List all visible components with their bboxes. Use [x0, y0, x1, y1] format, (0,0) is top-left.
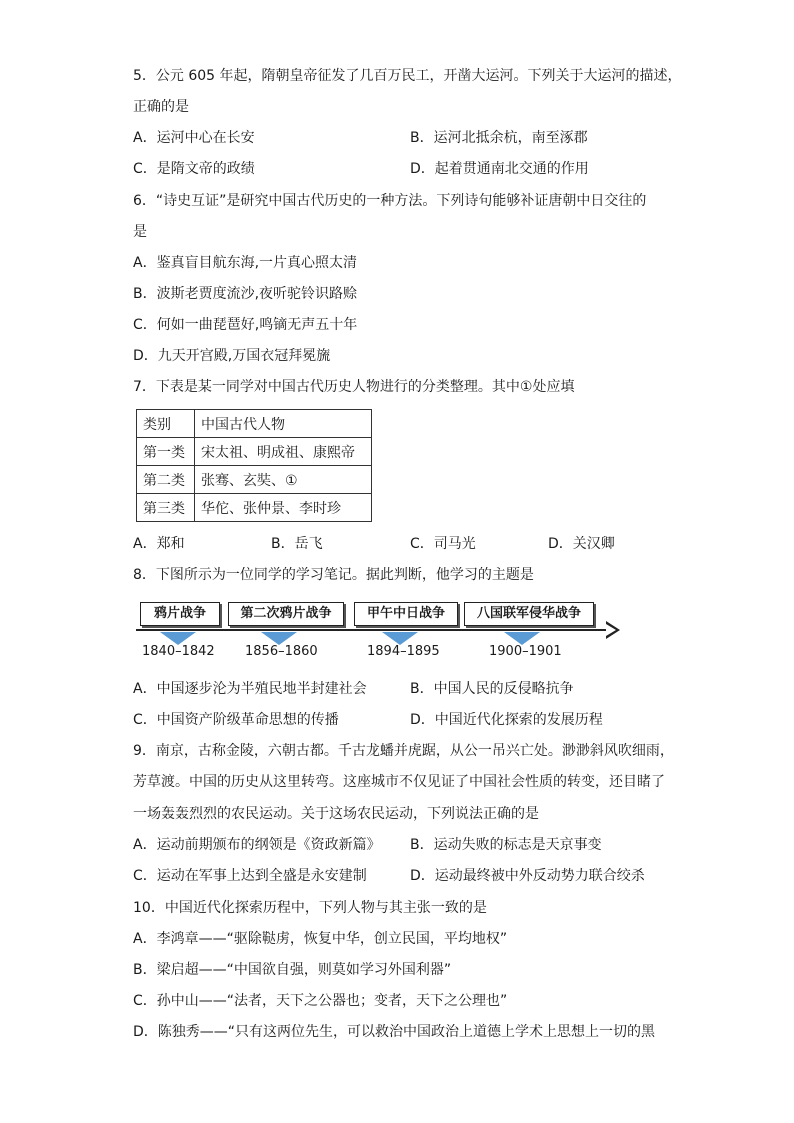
classification-table: [136, 409, 372, 522]
timeline-years: 1840–1842: [142, 644, 215, 659]
q10-option-d: D．陈独秀——“只有这两位先生，可以救治中国政治上道德上学术上思想上一切的黑: [133, 1024, 656, 1040]
q5-option-d: D．起着贯通南北交通的作用: [410, 161, 589, 177]
q7-option-d: D．关汉卿: [548, 536, 615, 552]
q6-option-a: A．鉴真盲目航东海,一片真心照太清: [133, 255, 358, 271]
table-cell: 中国古代人物: [195, 410, 372, 438]
q8-stem: 8．下图所示为一位同学的学习笔记。据此判断，他学习的主题是: [133, 567, 534, 583]
q8-option-c: C．中国资产阶级革命思想的传播: [133, 712, 339, 728]
timeline-axis: [136, 629, 610, 631]
q8-option-d: D．中国近代化探索的发展历程: [410, 712, 603, 728]
table-cell: 类别: [137, 410, 195, 438]
table-cell: 第二类: [137, 466, 195, 494]
q9-stem-line2: 芳草渡。中国的历史从这里转弯。这座城市不仅见证了中国社会性质的转变，还目睹了: [133, 774, 665, 790]
q10-stem: 10．中国近代化探索历程中，下列人物与其主张一致的是: [133, 900, 487, 916]
q8-option-b: B．中国人民的反侵略抗争: [410, 681, 574, 697]
timeline-event: 八国联军侵华战争: [464, 602, 594, 626]
q7-stem: 7．下表是某一同学对中国古代历史人物进行的分类整理。其中①处应填: [133, 379, 575, 395]
q6-option-d: D．九天开宫殿,万国衣冠拜冕旒: [133, 348, 331, 364]
q10-option-c: C．孙中山——“法者，天下之公器也；变者，天下之公理也”: [133, 993, 508, 1009]
table-cell: 第一类: [137, 438, 195, 466]
q5-stem-line2: 正确的是: [133, 99, 189, 115]
q5-option-c: C．是隋文帝的政绩: [133, 161, 255, 177]
q6-option-c: C．何如一曲琵琶好,鸣镝无声五十年: [133, 317, 358, 333]
q7-option-c: C．司马光: [410, 536, 476, 552]
table-cell: 张骞、玄奘、①: [195, 466, 372, 494]
q10-option-b: B．梁启超——“中国欲自强，则莫如学习外国利器”: [133, 962, 452, 978]
q5-option-a: A．运河中心在长安: [133, 130, 255, 146]
table-row: [137, 410, 372, 438]
q7-option-b: B．岳飞: [271, 536, 323, 552]
timeline-years: 1900–1901: [489, 644, 562, 659]
table-row: [137, 494, 372, 522]
q10-option-a: A．李鸿章——“驱除鞑虏，恢复中华，创立民国，平均地权”: [133, 931, 508, 947]
q5-option-b: B．运河北抵余杭，南至涿郡: [410, 130, 588, 146]
table-cell: 第三类: [137, 494, 195, 522]
timeline-event: 第二次鸦片战争: [228, 602, 344, 626]
history-timeline: [134, 600, 624, 664]
q9-option-d: D．运动最终被中外反动势力联合绞杀: [410, 868, 645, 884]
q6-option-b: B．波斯老贾度流沙,夜听驼铃识路赊: [133, 286, 358, 302]
q6-stem-line2: 是: [133, 224, 147, 240]
q6-stem-line1: 6．“诗史互证”是研究中国古代历史的一种方法。下列诗句能够补证唐朝中日交往的: [133, 193, 647, 209]
q9-option-a: A．运动前期颁布的纲领是《资政新篇》: [133, 837, 381, 853]
q9-stem-line1: 9．南京，古称金陵，六朝古都。千古龙蟠并虎踞，从公一吊兴亡处。渺渺斜风吹细雨，: [133, 743, 674, 759]
timeline-years: 1894–1895: [367, 644, 440, 659]
timeline-event: 甲午中日战争: [354, 602, 458, 626]
q9-option-c: C．运动在军事上达到全盛是永安建制: [133, 868, 367, 884]
timeline-years: 1856–1860: [245, 644, 318, 659]
q8-option-a: A．中国逐步沦为半殖民地半封建社会: [133, 681, 367, 697]
q9-stem-line3: 一场轰轰烈烈的农民运动。关于这场农民运动，下列说法正确的是: [133, 806, 539, 822]
q5-stem-line1: 5．公元 605 年起，隋朝皇帝征发了几百万民工，开凿大运河。下列关于大运河的描述，: [133, 68, 682, 84]
table-cell: 宋太祖、明成祖、康熙帝: [195, 438, 372, 466]
q9-option-b: B．运动失败的标志是天京事变: [410, 837, 602, 853]
table-row: [137, 466, 372, 494]
table-cell: 华佗、张仲景、李时珍: [195, 494, 372, 522]
timeline-event: 鸦片战争: [140, 602, 220, 626]
q7-option-a: A．郑和: [133, 536, 185, 552]
table-row: [137, 438, 372, 466]
